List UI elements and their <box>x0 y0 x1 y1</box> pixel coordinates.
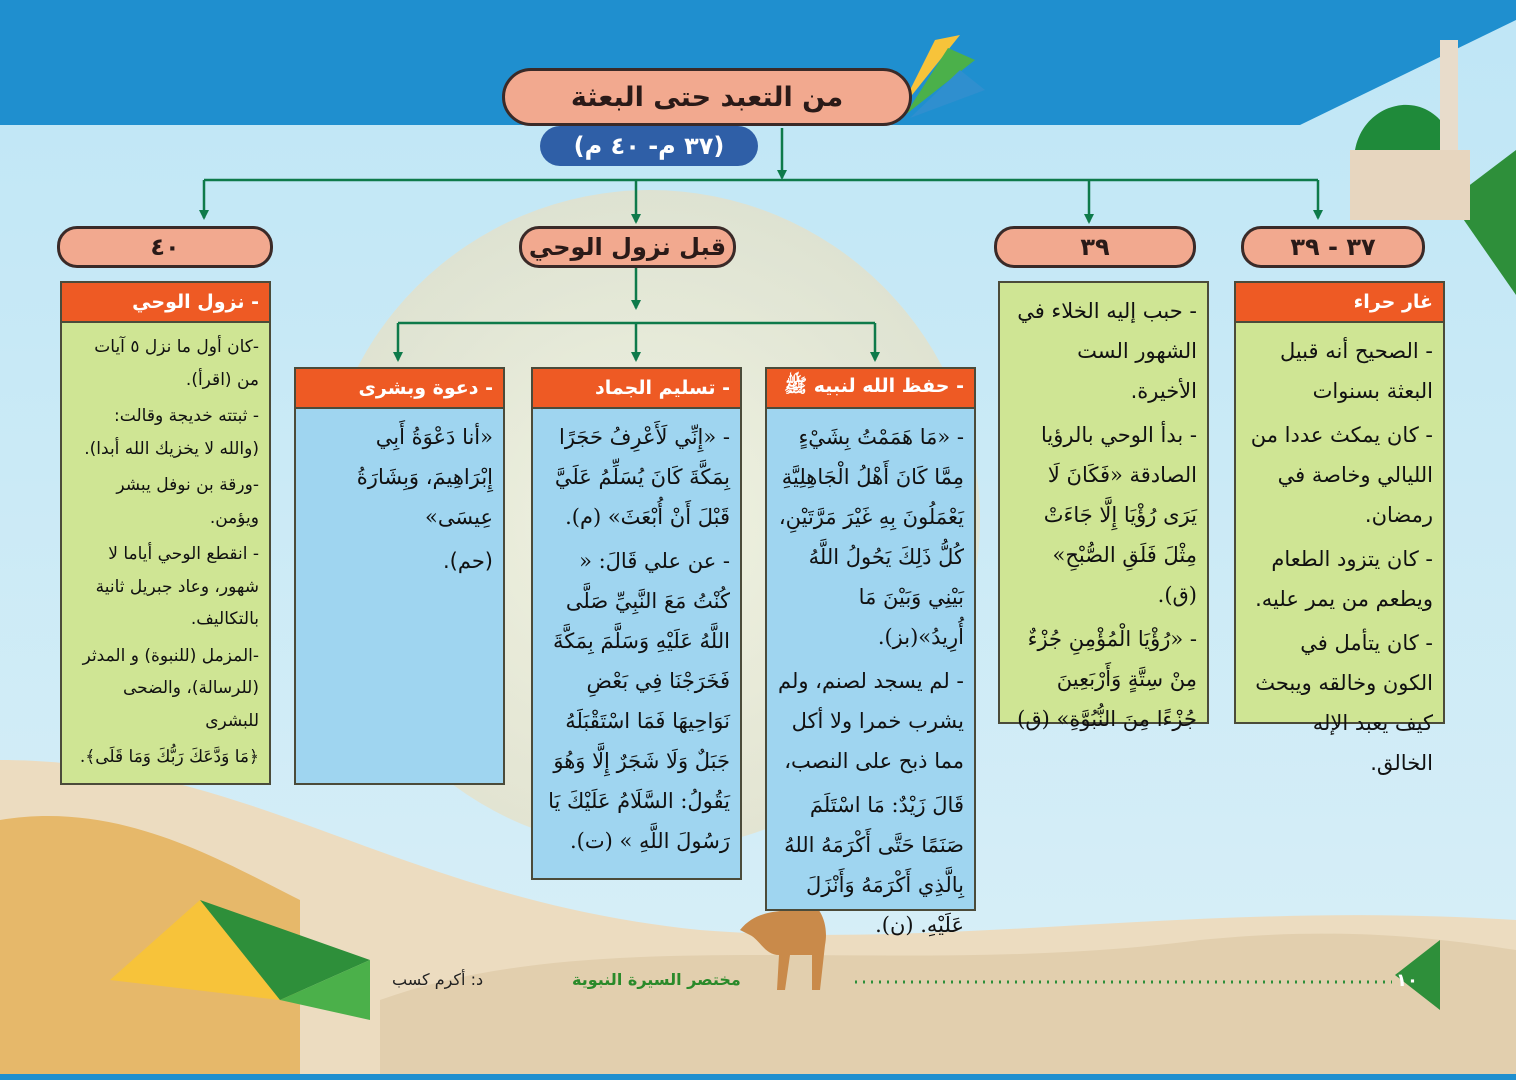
list-item: - لم يسجد لصنم، ولم يشرب خمرا ولا أكل مما ذبح على النصب، <box>777 669 964 773</box>
pill-40: ٤٠ <box>57 226 273 268</box>
box-nuzul-wahy <box>60 281 271 785</box>
list-item: -ورقة بن نوفل يبشر ويؤمن. <box>116 475 259 528</box>
list-item: - «رُؤْيَا الْمُؤْمِنِ جُزْءٌ مِنْ سِتَّةٍ وَأَرْبَعِينَ جُزْءًا مِنَ النُّبُوَّةِ» (ق) <box>1017 627 1197 731</box>
box-dawa-bushra-header: - دعوة وبشرى <box>296 369 503 409</box>
list-item: - ثبتته خديجة وقالت: (والله لا يخزيك الله أبدا). <box>84 406 259 459</box>
box-tasleem-jamad <box>531 367 742 880</box>
box-dawa-bushra <box>294 367 505 785</box>
pill-before-revelation: قبل نزول الوحي <box>519 226 736 268</box>
page-number: ١٠ <box>1396 970 1418 991</box>
list-item: - بدأ الوحي بالرؤيا الصادقة «فَكَانَ لَا يَرَى رُؤْيَا إِلَّا جَاءَتْ مِثْلَ فَلَقِ الصُّبْحِ» (ق). <box>1040 423 1197 607</box>
author-credit: د: أكرم كسب <box>392 970 484 989</box>
list-item: -كان أول ما نزل ٥ آيات من (اقرأ). <box>94 337 259 390</box>
list-item: - كان يتزود الطعام ويطعم من يمر عليه. <box>1255 547 1433 611</box>
list-item: ﴿مَا وَدَّعَكَ رَبُّكَ وَمَا قَلَى﴾. <box>79 747 259 767</box>
pill-37-39: ٣٧ - ٣٩ <box>1241 226 1425 268</box>
list-item: «أنا دَعْوَةُ أَبِي إِبْرَاهِيمَ، وَبِشَارَةُ عِيسَى» <box>356 425 493 529</box>
list-item: - عن علي قَالَ: « كُنْتُ مَعَ النَّبِيِّ صَلَّى اللَّهُ عَلَيْهِ وَسَلَّمَ بِمَكَّةَ فَخَرَجْنَا فِي بَعْضِ نَوَاحِيهَا فَمَا اسْتَقْبَلَهُ جَبَلٌ وَلَا شَجَرٌ إِلَّا وَهُوَ يَقُولُ: السَّلَامُ عَلَيْكَ يَا رَسُولَ اللَّهِ » (ت). <box>548 549 730 853</box>
list-item: قَالَ زَيْدٌ: مَا اسْتَلَمَ صَنَمًا حَتَّى أَكْرَمَهُ اللهُ بِالَّذِي أَكْرَمَهُ وَأَنْزَلَ عَلَيْهِ. (ن). <box>784 793 964 937</box>
list-item: - «مَا هَمَمْتُ بِشَيْءٍ مِمَّا كَانَ أَهْلُ الْجَاهِلِيَّةِ يَعْمَلُونَ بِهِ غَيْرَ مَرَّتَيْنِ، كُلُّ ذَلِكَ يَحُولُ اللَّهُ بَيْنِي وَبَيْنَ مَا أُرِيدُ»(بز). <box>778 425 964 649</box>
list-item: - كان يمكث عددا من الليالي وخاصة في رمضان. <box>1250 423 1433 527</box>
years-badge: (٣٧ م- ٤٠ م) <box>540 126 758 166</box>
pill-39: ٣٩ <box>994 226 1196 268</box>
box-hifz-allah <box>765 367 976 937</box>
box-nuzul-wahy-header: - نزول الوحي <box>62 283 269 323</box>
list-item: (حم). <box>442 549 493 573</box>
box-ghar-hira <box>1234 281 1445 775</box>
box-tasleem-jamad-header: - تسليم الجماد <box>533 369 740 409</box>
list-item: - كان يتأمل في الكون وخالقه ويبحث كيف يعبد الإله الخالق. <box>1255 631 1433 775</box>
list-item: - «إِنِّي لَأَعْرِفُ حَجَرًا بِمَكَّةَ كَانَ يُسَلِّمُ عَلَيَّ قَبْلَ أَنْ أُبْعَثَ» (م). <box>554 425 730 529</box>
list-item: - الصحيح أنه قبيل البعثة بسنوات <box>1279 339 1433 403</box>
box-ghar-hira-header: غار حراء <box>1236 283 1443 323</box>
box-39 <box>998 281 1209 731</box>
list-item: -المزمل (للنبوة) و المدثر (للرسالة)، والضحى للبشرى <box>82 645 259 731</box>
book-title: مختصر السيرة النبوية <box>572 970 741 989</box>
box-hifz-allah-header: - حفظ الله لنبيه ﷺ <box>767 369 974 409</box>
list-item: - انقطع الوحي أياما لا شهور، وعاد جبريل ثانية بالتكاليف. <box>95 544 259 629</box>
list-item: - حبب إليه الخلاء في الشهور الست الأخيرة. <box>1017 299 1197 403</box>
page-title: من التعبد حتى البعثة <box>502 68 912 126</box>
